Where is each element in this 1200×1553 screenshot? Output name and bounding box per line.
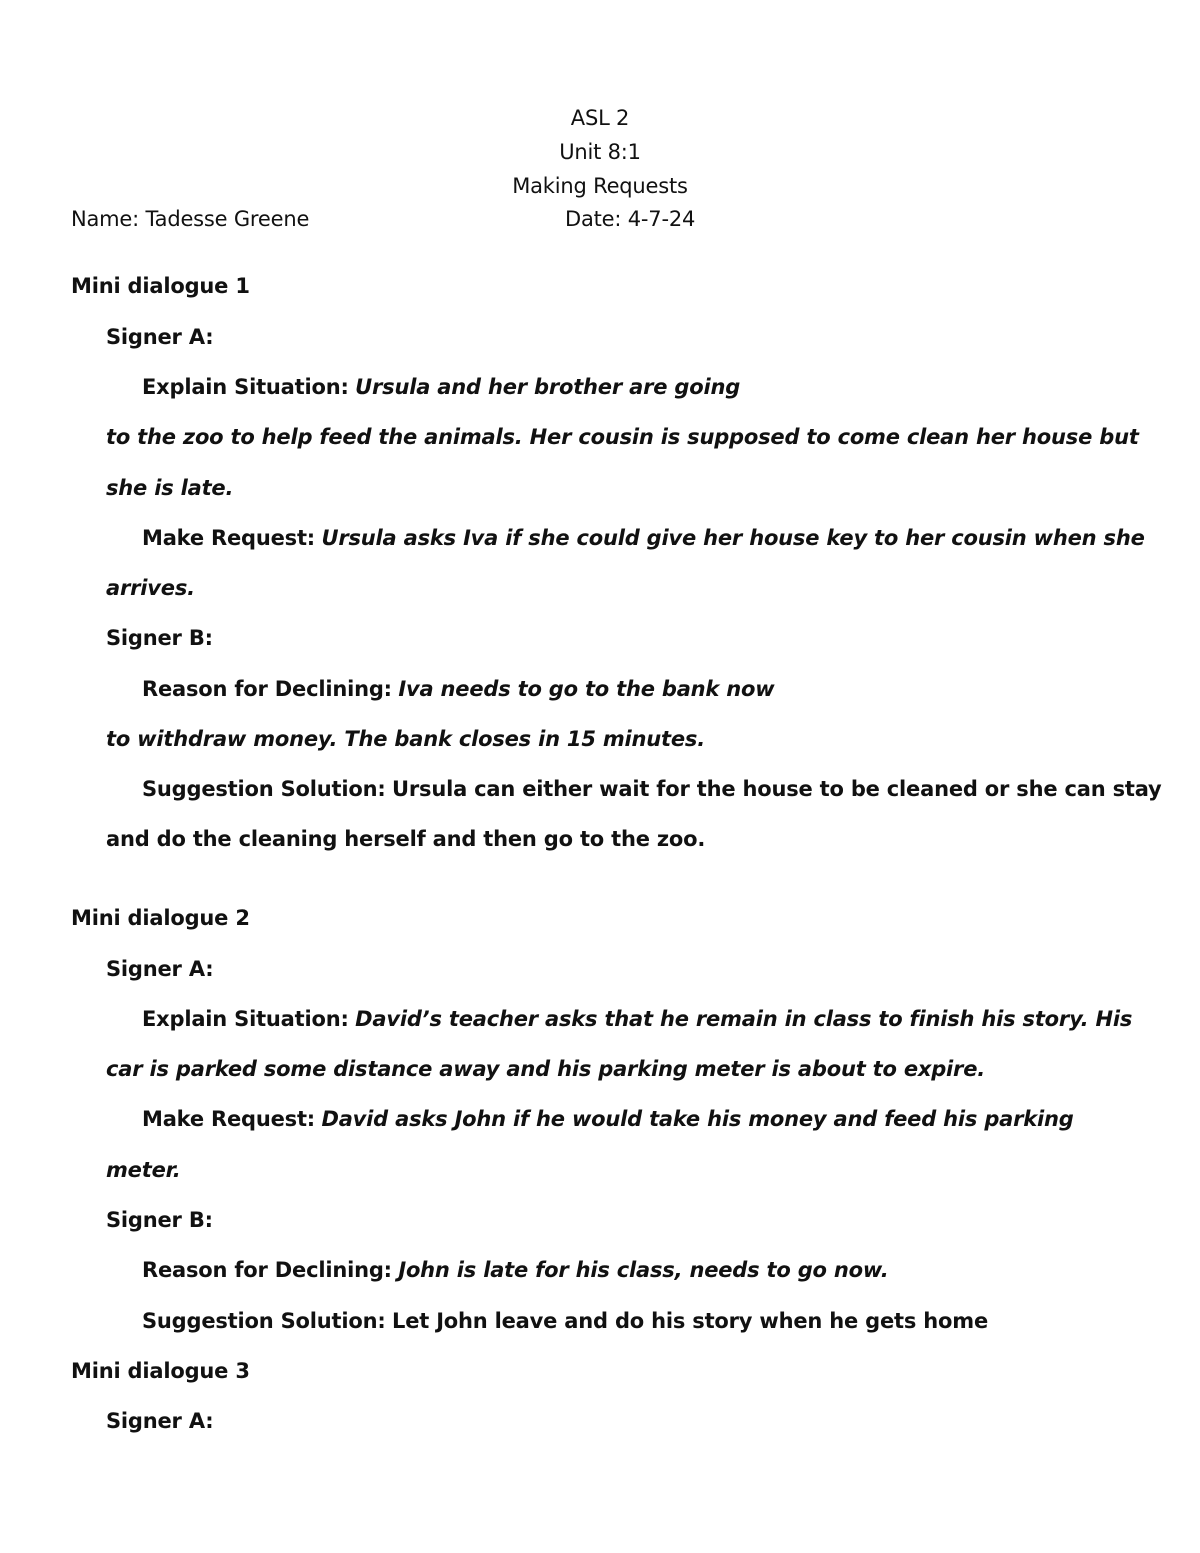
make-request-text: Ursula asks Iva if she could give her house key to her cousin when she <box>321 526 1145 550</box>
dialogue-2-request-line-2: meter. <box>106 1158 181 1182</box>
dialogue-1-explain-line-1 <box>142 377 740 398</box>
dialogue-1-heading: Mini dialogue 1 <box>71 274 250 298</box>
explain-situation-text: David’s teacher asks that he remain in class to finish his story. His <box>355 1007 1133 1031</box>
dialogue-1-decline-line-2: to withdraw money. The bank closes in 15 minutes. <box>106 727 706 751</box>
explain-situation-text: Ursula and her brother are going <box>355 375 741 399</box>
make-request-label: Make Request: <box>142 526 315 550</box>
student-name: Name: Tadesse Greene <box>71 207 310 231</box>
dialogue-2-signer-a-label: Signer A: <box>106 957 214 981</box>
dialogue-2-signer-b-label: Signer B: <box>106 1208 213 1232</box>
reason-for-declining-label: Reason for Declining: <box>142 1258 392 1282</box>
dialogue-1-explain-line-3: she is late. <box>106 476 234 500</box>
dialogue-2-decline-line-1 <box>142 1260 889 1281</box>
dialogue-1-explain-line-2: to the zoo to help feed the animals. Her cousin is supposed to come clean her house but <box>106 425 1139 449</box>
unit-title: Unit 8:1 <box>559 140 641 164</box>
reason-for-declining-text: Iva needs to go to the bank now <box>398 677 775 701</box>
suggestion-solution-text: Ursula can either wait for the house to be cleaned or she can stay <box>392 777 1162 801</box>
suggestion-solution-label: Suggestion Solution: <box>142 777 386 801</box>
explain-situation-label: Explain Situation: <box>142 375 349 399</box>
make-request-text: David asks John if he would take his money and feed his parking <box>321 1107 1074 1131</box>
reason-for-declining-label: Reason for Declining: <box>142 677 392 701</box>
reason-for-declining-text: John is late for his class, needs to go now. <box>398 1258 889 1282</box>
dialogue-2-request-line-1 <box>142 1109 1074 1130</box>
dialogue-3-heading: Mini dialogue 3 <box>71 1359 250 1383</box>
explain-situation-label: Explain Situation: <box>142 1007 349 1031</box>
document-title: Making Requests <box>512 174 688 198</box>
dialogue-1-decline-line-1 <box>142 679 774 700</box>
dialogue-1-suggestion-line-2: and do the cleaning herself and then go to the zoo. <box>106 827 706 851</box>
suggestion-solution-text: Let John leave and do his story when he gets home <box>392 1309 988 1333</box>
dialogue-2-heading: Mini dialogue 2 <box>71 906 250 930</box>
dialogue-1-signer-b-label: Signer B: <box>106 626 213 650</box>
dialogue-1-request-line-2: arrives. <box>106 576 195 600</box>
dialogue-1-suggestion-line-1 <box>142 779 1162 800</box>
suggestion-solution-label: Suggestion Solution: <box>142 1309 386 1333</box>
dialogue-1-request-line-1 <box>142 528 1145 549</box>
dialogue-2-explain-line-2: car is parked some distance away and his parking meter is about to expire. <box>106 1057 986 1081</box>
document-date: Date: 4-7-24 <box>565 207 696 231</box>
make-request-label: Make Request: <box>142 1107 315 1131</box>
course-title: ASL 2 <box>570 106 630 130</box>
dialogue-2-suggestion-line-1 <box>142 1311 988 1332</box>
dialogue-1-signer-a-label: Signer A: <box>106 325 214 349</box>
dialogue-2-explain-line-1 <box>142 1009 1132 1030</box>
dialogue-3-signer-a-label: Signer A: <box>106 1409 214 1433</box>
